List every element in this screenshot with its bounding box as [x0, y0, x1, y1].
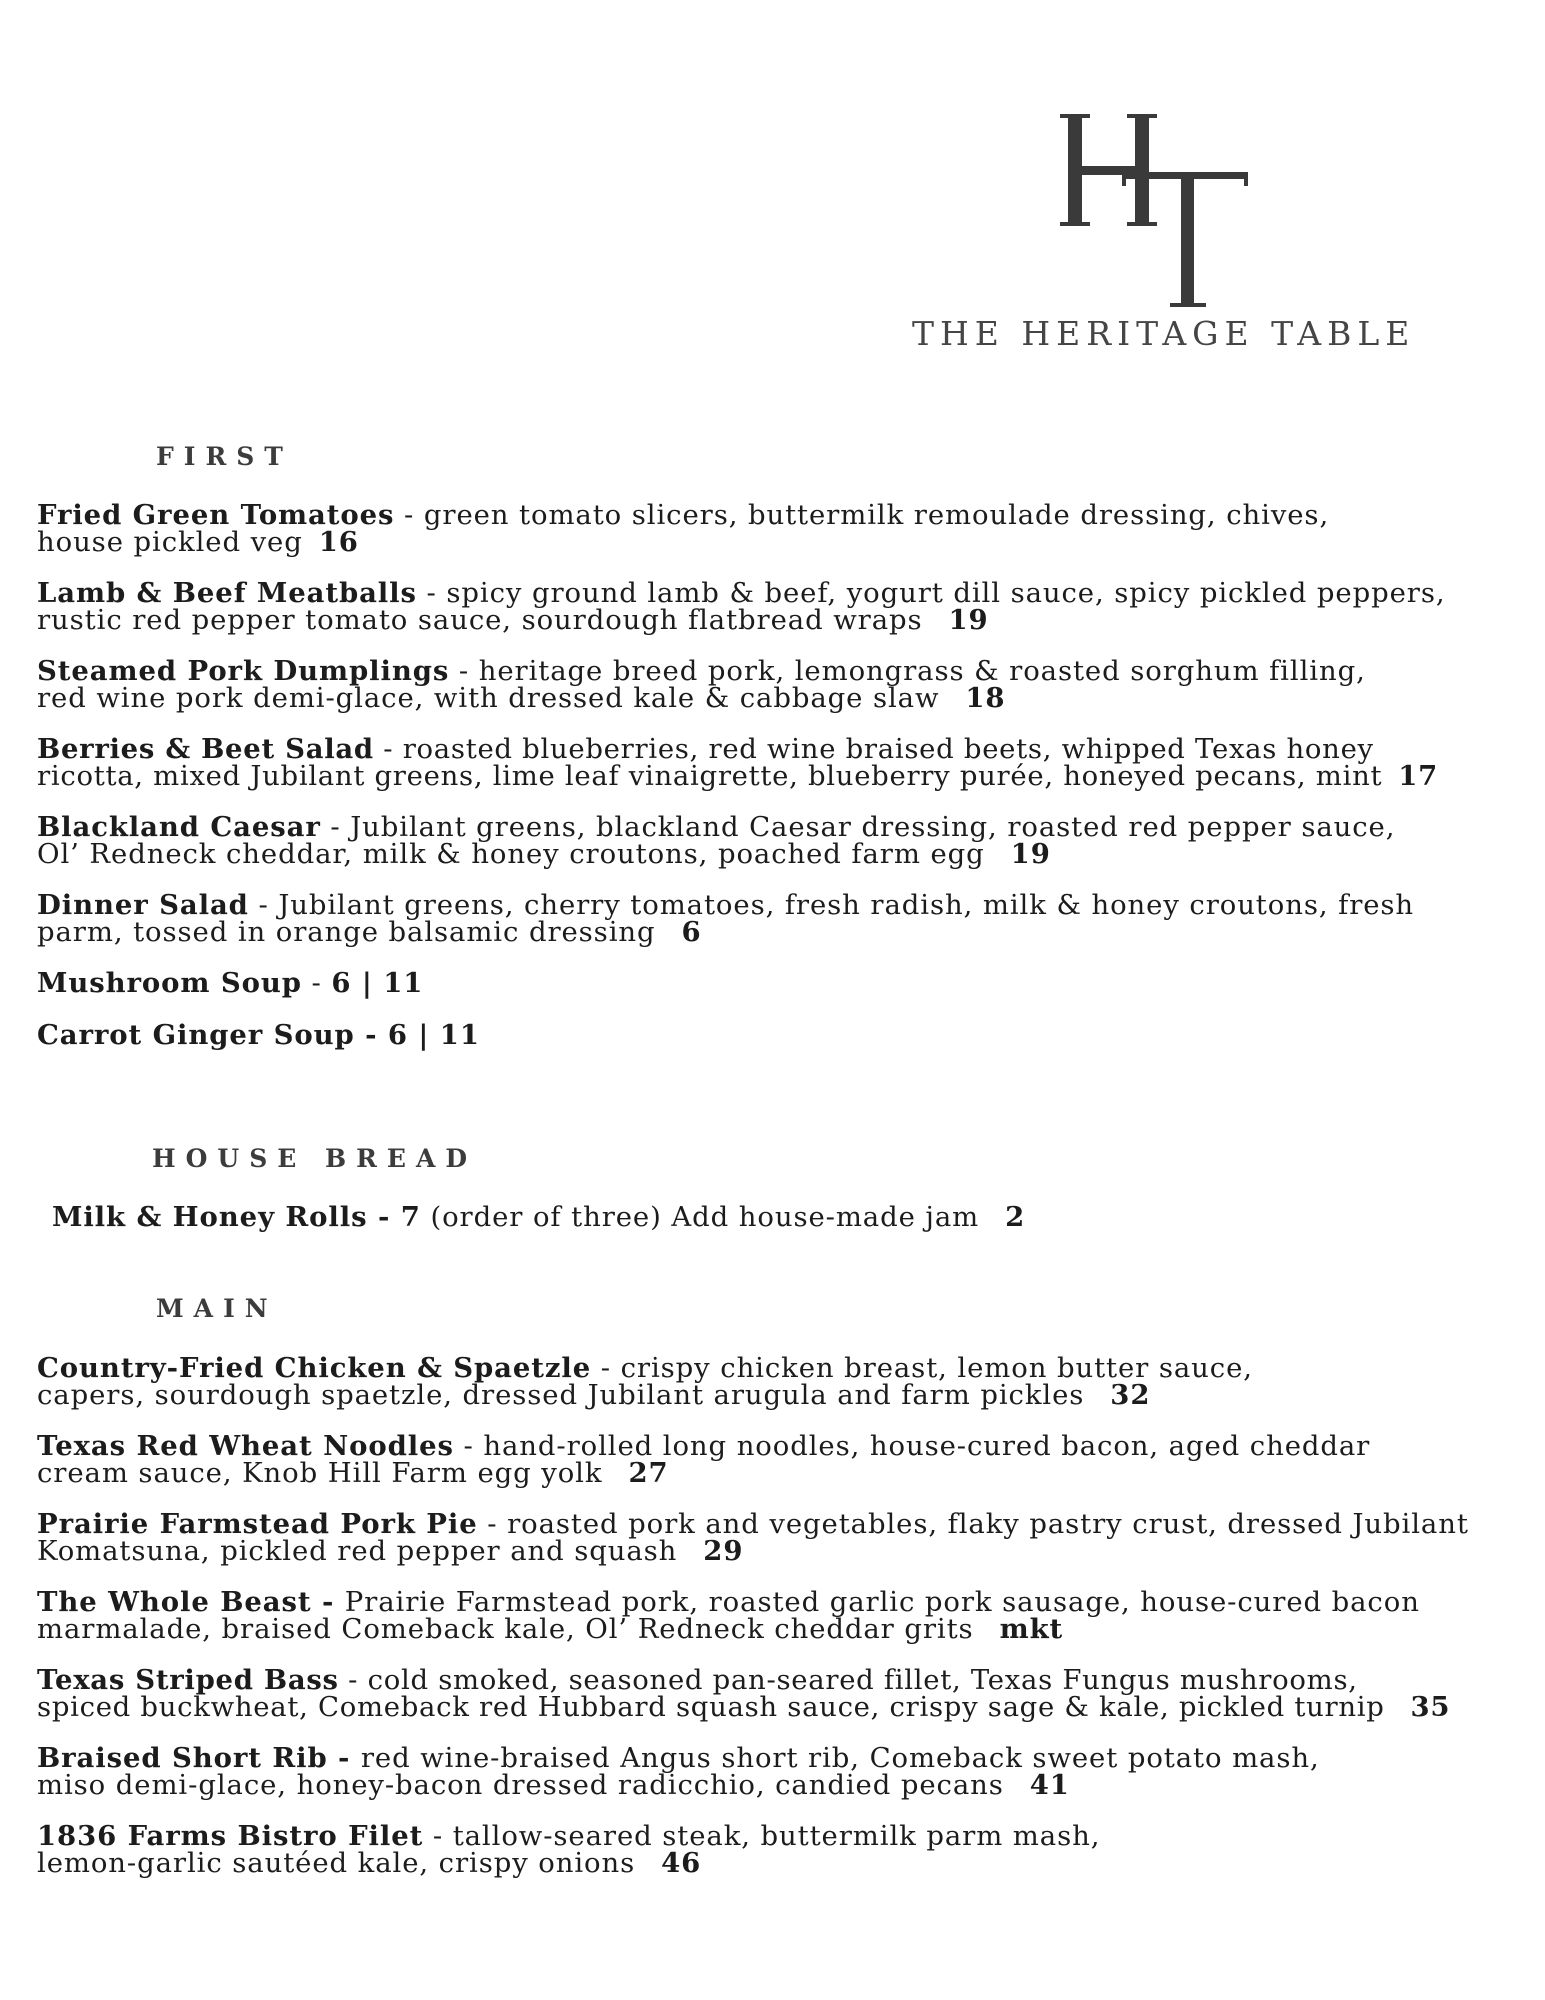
item-description: roasted pork and vegetables, flaky pastry crust, dressed Jubilant	[507, 1508, 1469, 1540]
section-title-first: FIRST	[156, 442, 293, 471]
item-name: Mushroom Soup	[37, 967, 302, 999]
item-name: Country-Fried Chicken & Spaetzle	[37, 1352, 592, 1384]
item-description: Komatsuna, pickled red pepper and squash	[37, 1535, 678, 1567]
item-description: roasted blueberries, red wine braised beets, whipped Texas honey	[402, 733, 1374, 765]
item-name: Braised Short Rib -	[37, 1742, 361, 1774]
monogram-logo	[1060, 112, 1250, 312]
item-name: 1836 Farms Bistro Filet	[37, 1820, 424, 1852]
item-price: 17	[1398, 760, 1438, 792]
item-price: 35	[1410, 1691, 1451, 1723]
item-description: Jubilant greens, cherry tomatoes, fresh radish, milk & honey croutons, fresh	[278, 889, 1415, 921]
item-name: Texas Striped Bass	[37, 1664, 339, 1696]
menu-item: Blackland Caesar - Jubilant greens, blackland Caesar dressing, roasted red pepper sauce, Ol’ Redneck cheddar, milk & honey croutons, poached farm egg 19	[37, 811, 1396, 870]
item-description: marmalade, braised Comeback kale, Ol’ Redneck cheddar grits	[37, 1613, 974, 1645]
item-description: red wine pork demi-glace, with dressed kale & cabbage slaw	[37, 682, 940, 714]
item-name: The Whole Beast -	[37, 1586, 345, 1618]
item-price: 6	[681, 916, 702, 948]
item-price: 27	[628, 1457, 669, 1489]
item-description: Ol’ Redneck cheddar, milk & honey croutons, poached farm egg	[37, 838, 985, 870]
item-price: 19	[948, 604, 989, 636]
menu-item	[52, 1201, 1532, 1233]
item-description: red wine-braised Angus short rib, Comeback sweet potato mash,	[360, 1742, 1320, 1774]
item-price: 19	[1010, 838, 1051, 870]
menu-item: 1836 Farms Bistro Filet - tallow-seared steak, buttermilk parm mash, lemon-garlic sautéed kale, crispy onions 46	[37, 1820, 1101, 1879]
item-price: 29	[703, 1535, 744, 1567]
item-price: 46	[661, 1847, 702, 1879]
item-price: 6 | 11	[331, 967, 424, 999]
item-price: mkt	[999, 1613, 1064, 1645]
menu-item: Country-Fried Chicken & Spaetzle - crispy chicken breast, lemon butter sauce, capers, sourdough spaetzle, dressed Jubilant arugula and farm pickles 32	[37, 1352, 1253, 1411]
item-price: 32	[1110, 1379, 1151, 1411]
item-name: Steamed Pork Dumplings	[37, 655, 450, 687]
item-description: heritage breed pork, lemongrass & roasted sorghum filling,	[478, 655, 1366, 687]
item-description: parm, tossed in orange balsamic dressing	[37, 916, 656, 948]
item-name: Dinner Salad	[37, 889, 249, 921]
item-price: 18	[965, 682, 1006, 714]
item-name: Prairie Farmstead Pork Pie	[37, 1508, 478, 1540]
menu-item: Lamb & Beef Meatballs - spicy ground lamb & beef, yogurt dill sauce, spicy pickled peppers, rustic red pepper tomato sauce, sourdough flatbread wraps 19	[37, 577, 1446, 636]
section-title-house-bread: HOUSE BREAD	[152, 1144, 478, 1173]
menu-item	[37, 1742, 1517, 1801]
soup-item	[37, 1019, 1517, 1051]
item-description: spiced buckwheat, Comeback red Hubbard squash sauce, crispy sage & kale, pickled turnip	[37, 1691, 1385, 1723]
item-description: miso demi-glace, honey-bacon dressed radicchio, candied pecans	[37, 1769, 1004, 1801]
addon-price: 2	[1005, 1201, 1026, 1233]
item-name: Milk & Honey Rolls -	[52, 1201, 401, 1233]
menu-item: Texas Striped Bass - cold smoked, seasoned pan-seared fillet, Texas Fungus mushrooms, spiced buckwheat, Comeback red Hubbard squash sauce, crispy sage & kale, pickled turnip 35	[37, 1664, 1451, 1723]
item-description: Jubilant greens, blackland Caesar dressing, roasted red pepper sauce,	[350, 811, 1396, 843]
item-description: cream sauce, Knob Hill Farm egg yolk	[37, 1457, 603, 1489]
item-name: Blackland Caesar	[37, 811, 321, 843]
menu-item: Dinner Salad - Jubilant greens, cherry tomatoes, fresh radish, milk & honey croutons, fresh parm, tossed in orange balsamic dressing 6	[37, 889, 1415, 948]
section-title-main: MAIN	[156, 1294, 278, 1323]
menu-item: Berries & Beet Salad - roasted blueberries, red wine braised beets, whipped Texas honey ricotta, mixed Jubilant greens, lime leaf vinaigrette, blueberry purée, honeyed pecans, mint 17	[37, 733, 1438, 792]
item-name: Berries & Beet Salad	[37, 733, 374, 765]
item-description: rustic red pepper tomato sauce, sourdough flatbread wraps	[37, 604, 923, 636]
item-description: ricotta, mixed Jubilant greens, lime leaf vinaigrette, blueberry purée, honeyed pecans, mint	[37, 760, 1383, 792]
item-description: cold smoked, seasoned pan-seared fillet, Texas Fungus mushrooms,	[367, 1664, 1358, 1696]
item-price: 16	[318, 526, 359, 558]
menu-item: Prairie Farmstead Pork Pie - roasted pork and vegetables, flaky pastry crust, dressed Jubilant Komatsuna, pickled red pepper and squash 29	[37, 1508, 1469, 1567]
item-description: Prairie Farmstead pork, roasted garlic pork sausage, house-cured bacon	[344, 1586, 1420, 1618]
restaurant-name: THE HERITAGE TABLE	[912, 314, 1416, 353]
menu-item: Fried Green Tomatoes - green tomato slicers, buttermilk remoulade dressing, chives, house pickled veg 16	[37, 499, 1330, 558]
item-name: Fried Green Tomatoes	[37, 499, 395, 531]
item-description: capers, sourdough spaetzle, dressed Jubilant arugula and farm pickles	[37, 1379, 1085, 1411]
item-description: spicy ground lamb & beef, yogurt dill sauce, spicy pickled peppers,	[446, 577, 1446, 609]
soup-item: Mushroom Soup - 6 | 11	[37, 967, 424, 999]
menu-item: Steamed Pork Dumplings - heritage breed pork, lemongrass & roasted sorghum filling, red wine pork demi-glace, with dressed kale & cabbage slaw 18	[37, 655, 1366, 714]
item-name: Texas Red Wheat Noodles	[37, 1430, 454, 1462]
item-description: tallow-seared steak, buttermilk parm mash,	[452, 1820, 1101, 1852]
item-description: lemon-garlic sautéed kale, crispy onions	[37, 1847, 636, 1879]
item-price: 7	[400, 1201, 421, 1233]
item-price: 41	[1029, 1769, 1070, 1801]
menu-item: Texas Red Wheat Noodles - hand-rolled long noodles, house-cured bacon, aged cheddar cream sauce, Knob Hill Farm egg yolk 27	[37, 1430, 1371, 1489]
item-description: green tomato slicers, buttermilk remoulade dressing, chives,	[423, 499, 1330, 531]
item-description: house pickled veg	[37, 526, 303, 558]
item-name: Carrot Ginger Soup - 6 | 11	[37, 1019, 480, 1051]
item-description: crispy chicken breast, lemon butter sauce,	[620, 1352, 1253, 1384]
item-description: (order of three) Add house-made jam	[420, 1201, 980, 1233]
item-name: Lamb & Beef Meatballs	[37, 577, 417, 609]
menu-item	[37, 1586, 1517, 1645]
item-description: hand-rolled long noodles, house-cured bacon, aged cheddar	[483, 1430, 1371, 1462]
